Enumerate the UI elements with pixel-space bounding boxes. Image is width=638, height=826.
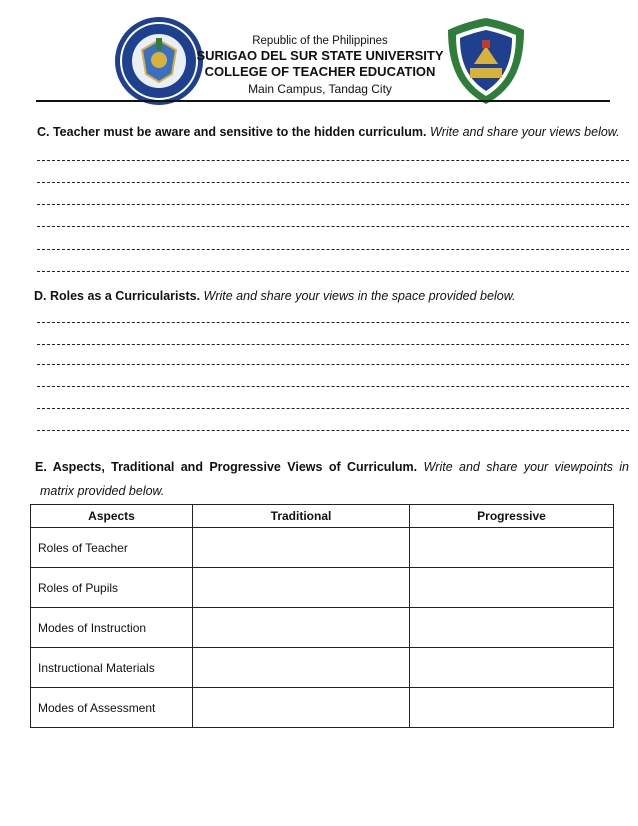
section-c-title: C. Teacher must be aware and sensitive to the hidden curriculum.	[37, 125, 427, 139]
header-university: SURIGAO DEL SUR STATE UNIVERSITY	[196, 48, 444, 63]
answer-line[interactable]	[37, 204, 629, 205]
answer-line[interactable]	[37, 430, 629, 431]
answer-line[interactable]	[37, 386, 629, 387]
document-header	[150, 34, 490, 97]
section-e-instruction: Write and share your viewpoints in	[423, 460, 629, 474]
section-c-instruction: Write and share your views below.	[429, 125, 620, 139]
progressive-cell[interactable]	[410, 648, 614, 688]
answer-line[interactable]	[37, 249, 629, 250]
table-row	[31, 608, 614, 648]
answer-line[interactable]	[37, 271, 629, 272]
answer-line[interactable]	[37, 226, 629, 227]
table-header-row	[31, 505, 614, 528]
col-header-traditional: Traditional	[193, 505, 410, 528]
answer-line[interactable]	[37, 408, 629, 409]
header-republic: Republic of the Philippines	[252, 35, 388, 47]
table-row	[31, 688, 614, 728]
section-e-title: E. Aspects, Traditional and Progressive Views of Curriculum.	[35, 460, 418, 474]
views-matrix-table	[30, 504, 614, 728]
row-label: Instructional Materials	[31, 648, 193, 688]
traditional-cell[interactable]	[193, 688, 410, 728]
progressive-cell[interactable]	[410, 528, 614, 568]
answer-line[interactable]	[37, 364, 629, 365]
section-e-instruction-cont: matrix provided below.	[40, 484, 165, 498]
answer-line[interactable]	[37, 160, 629, 161]
col-header-progressive: Progressive	[410, 505, 614, 528]
section-d-title: D. Roles as a Curricularists.	[34, 289, 201, 303]
table-row	[31, 568, 614, 608]
answer-line[interactable]	[37, 322, 629, 323]
traditional-cell[interactable]	[193, 528, 410, 568]
traditional-cell[interactable]	[193, 568, 410, 608]
header-divider	[36, 100, 610, 102]
row-label: Roles of Teacher	[31, 528, 193, 568]
table-row	[31, 528, 614, 568]
row-label: Modes of Assessment	[31, 688, 193, 728]
table-row	[31, 648, 614, 688]
section-c-heading	[37, 125, 620, 139]
progressive-cell[interactable]	[410, 688, 614, 728]
traditional-cell[interactable]	[193, 608, 410, 648]
progressive-cell[interactable]	[410, 568, 614, 608]
header-campus: Main Campus, Tandag City	[248, 82, 392, 96]
section-e-heading	[35, 460, 629, 474]
section-d-instruction: Write and share your views in the space provided below.	[203, 289, 516, 303]
answer-line[interactable]	[37, 344, 629, 345]
row-label: Roles of Pupils	[31, 568, 193, 608]
section-d-heading	[34, 289, 516, 303]
progressive-cell[interactable]	[410, 608, 614, 648]
header-college: COLLEGE OF TEACHER EDUCATION	[204, 64, 436, 79]
answer-line[interactable]	[37, 182, 629, 183]
traditional-cell[interactable]	[193, 648, 410, 688]
col-header-aspects: Aspects	[31, 505, 193, 528]
row-label: Modes of Instruction	[31, 608, 193, 648]
